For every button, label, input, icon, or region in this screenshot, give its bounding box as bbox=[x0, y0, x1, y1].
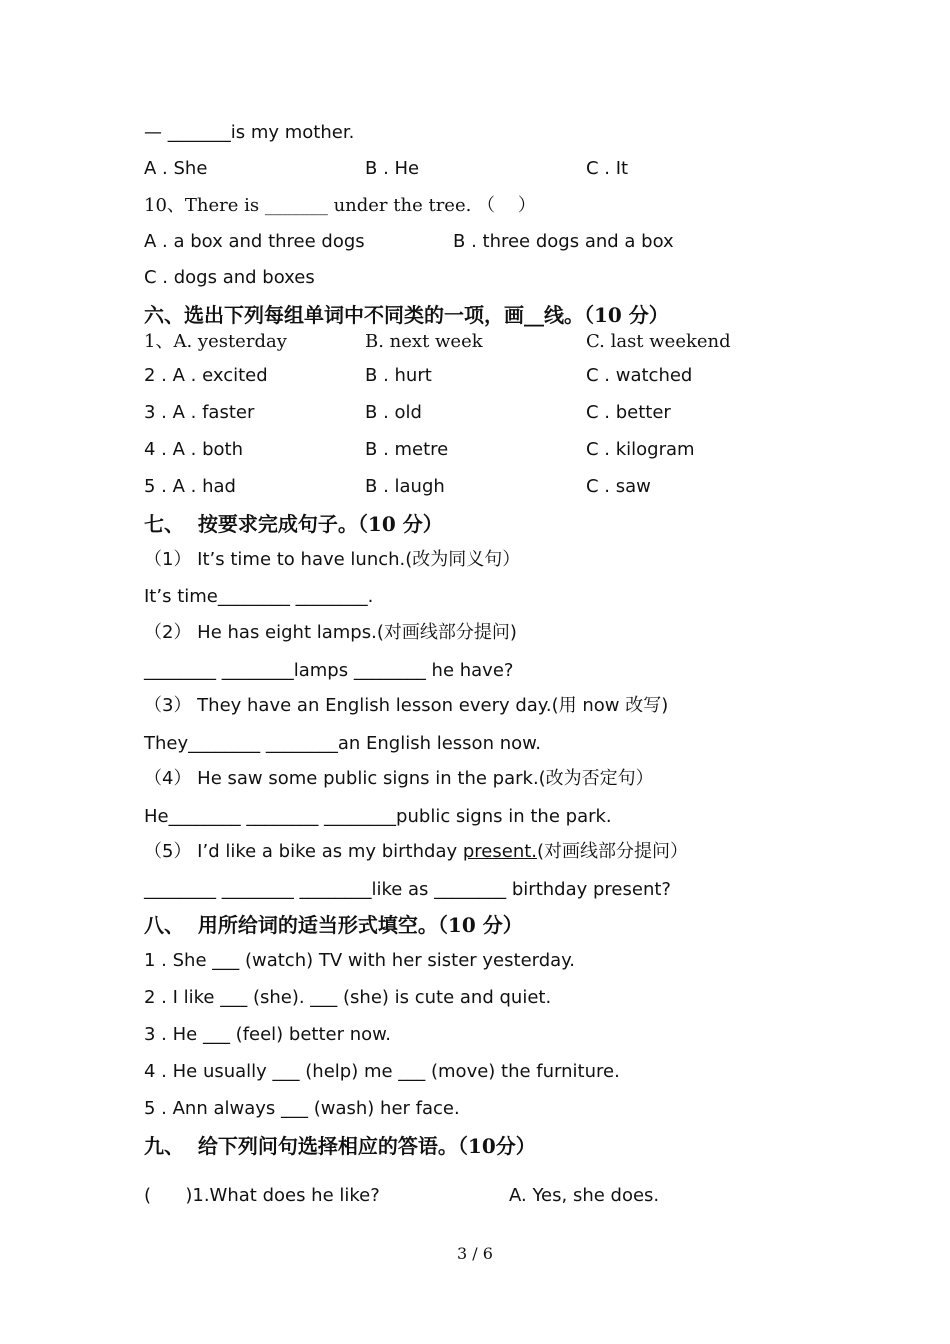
s9-a1: A. Yes, she does. bbox=[509, 1185, 660, 1206]
s6-row1-b: B. next week bbox=[365, 331, 483, 352]
s6-row5-a: 5 . A . had bbox=[144, 476, 236, 497]
q10-option-b: B . three dogs and a box bbox=[453, 231, 674, 252]
s7-q3: （3） They have an English lesson every day.(用 now 改写) bbox=[144, 695, 669, 716]
q10-option-a: A . a box and three dogs bbox=[144, 231, 365, 252]
s8-item4: 4 . He usually ___ (help) me ___ (move) the furniture. bbox=[144, 1061, 620, 1082]
section9-heading: 九、 给下列问句选择相应的答语。（10分） bbox=[144, 1134, 536, 1158]
s6-row3-a: 3 . A . faster bbox=[144, 402, 255, 423]
q10-stem: 10、There is _______ under the tree. （ ） bbox=[144, 195, 536, 216]
s8-item3: 3 . He ___ (feel) better now. bbox=[144, 1024, 391, 1045]
s7-q2: （2） He has eight lamps.(对画线部分提问) bbox=[144, 622, 517, 643]
page-number: 3 / 6 bbox=[457, 1244, 493, 1263]
s7-q5 bbox=[144, 841, 688, 863]
section7-heading: 七、 按要求完成句子。（10 分） bbox=[144, 512, 443, 536]
q9-stem: — _______is my mother. bbox=[144, 122, 355, 143]
s7-q5-underlined: present. bbox=[462, 841, 538, 862]
s6-row5-b: B . laugh bbox=[365, 476, 445, 497]
q9-option-b: B . He bbox=[365, 158, 420, 179]
s6-row3-c: C . better bbox=[586, 402, 671, 423]
s7-a5: ________ ________ ________like as ________ birthday present? bbox=[144, 879, 671, 900]
s6-row4-c: C . kilogram bbox=[586, 439, 695, 460]
s8-item5: 5 . Ann always ___ (wash) her face. bbox=[144, 1098, 460, 1119]
s6-row1-a: 1、A. yesterday bbox=[144, 331, 287, 352]
s7-q5-instruction: (对画线部分提问） bbox=[537, 841, 689, 862]
s7-a3: They________ ________an English lesson now. bbox=[144, 733, 541, 754]
q9-option-c: C . It bbox=[586, 158, 629, 179]
s6-row2-b: B . hurt bbox=[365, 365, 432, 386]
s6-row5-c: C . saw bbox=[586, 476, 651, 497]
s8-item1: 1 . She ___ (watch) TV with her sister yesterday. bbox=[144, 950, 575, 971]
s7-a2: ________ ________lamps ________ he have? bbox=[144, 660, 514, 681]
section6-heading: 六、选出下列每组单词中不同类的一项，画__线。（10 分） bbox=[144, 303, 669, 327]
s7-a4: He________ ________ ________public signs in the park. bbox=[144, 806, 612, 827]
s7-q4: （4） He saw some public signs in the park.(改为否定句） bbox=[144, 768, 654, 789]
q9-option-a: A . She bbox=[144, 158, 208, 179]
s6-row2-a: 2 . A . excited bbox=[144, 365, 268, 386]
s6-row4-b: B . metre bbox=[365, 439, 449, 460]
s6-row2-c: C . watched bbox=[586, 365, 693, 386]
q10-option-c: C . dogs and boxes bbox=[144, 267, 315, 288]
s6-row1-c: C. last weekend bbox=[586, 331, 731, 352]
s6-row4-a: 4 . A . both bbox=[144, 439, 243, 460]
s6-row3-b: B . old bbox=[365, 402, 422, 423]
s9-q1: ( )1.What does he like? bbox=[144, 1185, 380, 1206]
s7-q5-text: （5） I’d like a bike as my birthday bbox=[144, 841, 463, 862]
s7-a1: It’s time________ ________. bbox=[144, 586, 374, 607]
section8-heading: 八、 用所给词的适当形式填空。（10 分） bbox=[144, 913, 523, 937]
s7-q1: （1） It’s time to have lunch.(改为同义句） bbox=[144, 549, 521, 570]
s8-item2: 2 . I like ___ (she). ___ (she) is cute and quiet. bbox=[144, 987, 552, 1008]
